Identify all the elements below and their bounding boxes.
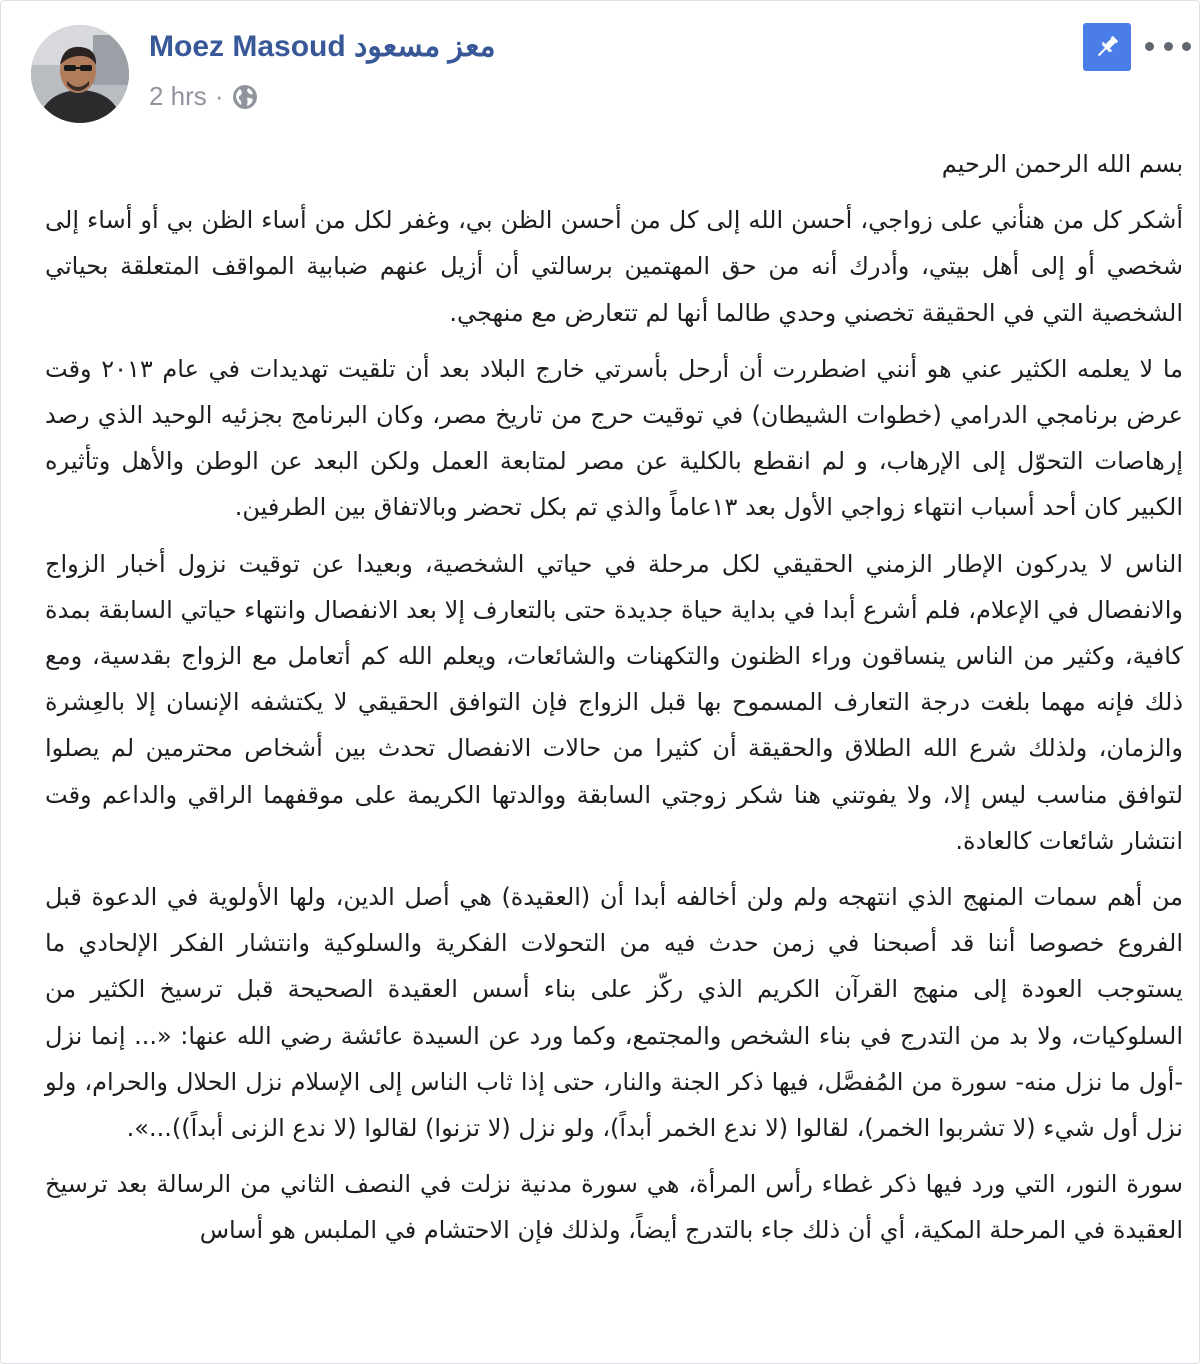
post-paragraph: أشكر كل من هنأني على زواجي، أحسن الله إلى كل من أحسن الظن بي، وغفر لكل من أساء الظن بي أو أساء إلى شخصي أو إلى أهل بيتي، وأدرك أنه من حق المهتمين برسالتي أن أزيل عنهم ضبابية المواقف المتعلقة بحياتي الشخصية التي في الحقيقة تخصني وحدي طالما أنها لم تتعارض مع منهجي. (45, 206, 1183, 327)
avatar-photo (31, 25, 129, 123)
meta-separator: · (214, 81, 224, 111)
more-options-dot (1164, 42, 1173, 51)
more-options-icon (1145, 42, 1154, 51)
globe-icon[interactable] (231, 83, 259, 111)
post-paragraph: سورة النور، التي ورد فيها ذكر غطاء رأس المرأة، هي سورة مدنية نزلت في النصف الثاني من الرسالة بعد ترسيخ العقيدة في المرحلة المكية، أي أن ذلك جاء بالتدرج أيضاً، ولذلك فإن الاحتشام في الملبس هو أساس (45, 1170, 1183, 1245)
post-meta (149, 81, 259, 112)
post-body (45, 141, 1183, 1264)
more-options-dot (1182, 42, 1191, 51)
post-timestamp[interactable]: 2 hrs (149, 81, 207, 111)
pin-icon (1092, 32, 1122, 62)
more-options-button[interactable] (1145, 31, 1191, 61)
author-name-link[interactable]: Moez Masoud معز مسعود (149, 30, 496, 63)
avatar[interactable] (31, 25, 129, 123)
post-paragraph: من أهم سمات المنهج الذي انتهجه ولم ولن أخالفه أبدا أن (العقيدة) هي أصل الدين، ولها الأولوية في الدعوة قبل الفروع خصوصا أننا قد أصبحنا في زمن حدث فيه من التحولات الفكرية والسلوكية وانتشار الفكر الإلحادي ما يستوجب العودة إلى منهج القرآن الكريم الذي ركّز على بناء أسس العقيدة الصحيحة قبل ترسيخ الكثير من السلوكيات، ولا بد من التدرج في بناء الشخص والمجتمع، وكما ورد عن السيدة عائشة رضي الله عنها: «... إنما نزل -أول ما نزل منه- سورة من المُفصَّل، فيها ذكر الجنة والنار، حتى إذا ثاب الناس إلى الإسلام نزل الحلال والحرام، ولو نزل أول شيء (لا تشربوا الخمر)، لقالوا (لا ندع الخمر أبداً)، ولو نزل (لا تزنوا) لقالوا (لا ندع الزنى أبداً))...». (45, 883, 1183, 1143)
post-paragraph: ما لا يعلمه الكثير عني هو أنني اضطررت أن أرحل بأسرتي خارج البلاد بعد أن تلقيت تهديدات في عام ٢٠١٣ وقت عرض برنامجي الدرامي (خطوات الشيطان) في توقيت حرج من تاريخ مصر، وكان البرنامج بجزئيه الوحيد الذي رصد إرهاصات التحوّل إلى الإرهاب، و لم انقطع بالكلية عن مصر لمتابعة العمل ولكن البعد عن الوطن والأهل وتأثيره الكبير كان أحد أسباب انتهاء زواجي الأول بعد ١٣عاماً والذي تم بكل تحضر وبالاتفاق بين الطرفين. (45, 354, 1183, 522)
post-basmala: بسم الله الرحمن الرحيم (941, 150, 1183, 178)
post-paragraph: الناس لا يدركون الإطار الزمني الحقيقي لكل مرحلة في حياتي الشخصية، وبعيدا عن توقيت نزول أخبار الزواج والانفصال في الإعلام، فلم أشرع أبدا في بداية حياة جديدة حتى بالتعارف إلا بعد الانفصال وانتهاء حياتي السابقة بمدة كافية، وكثير من الناس ينساقون وراء الظنون والتكهنات والشائعات، ويعلم الله كم أتعامل مع الزواج بقدسية، ومع ذلك فإنه مهما بلغت درجة التعارف المسموح بها قبل الزواج فإن التوافق الحقيقي لا يكتشفه الإنسان إلا بالعِشرة والزمان، ولذلك شرع الله الطلاق والحقيقة أن كثيرا من حالات الانفصال تحدث بين أشخاص محترمين لم يصلوا لتوافق مناسب ليس إلا، ولا يفوتني هنا شكر زوجتي السابقة ووالدتها الكريمة على موقفهما الراقي والداعم وقت انتشار شائعات كالعادة. (45, 549, 1183, 855)
pin-button[interactable] (1083, 23, 1131, 71)
